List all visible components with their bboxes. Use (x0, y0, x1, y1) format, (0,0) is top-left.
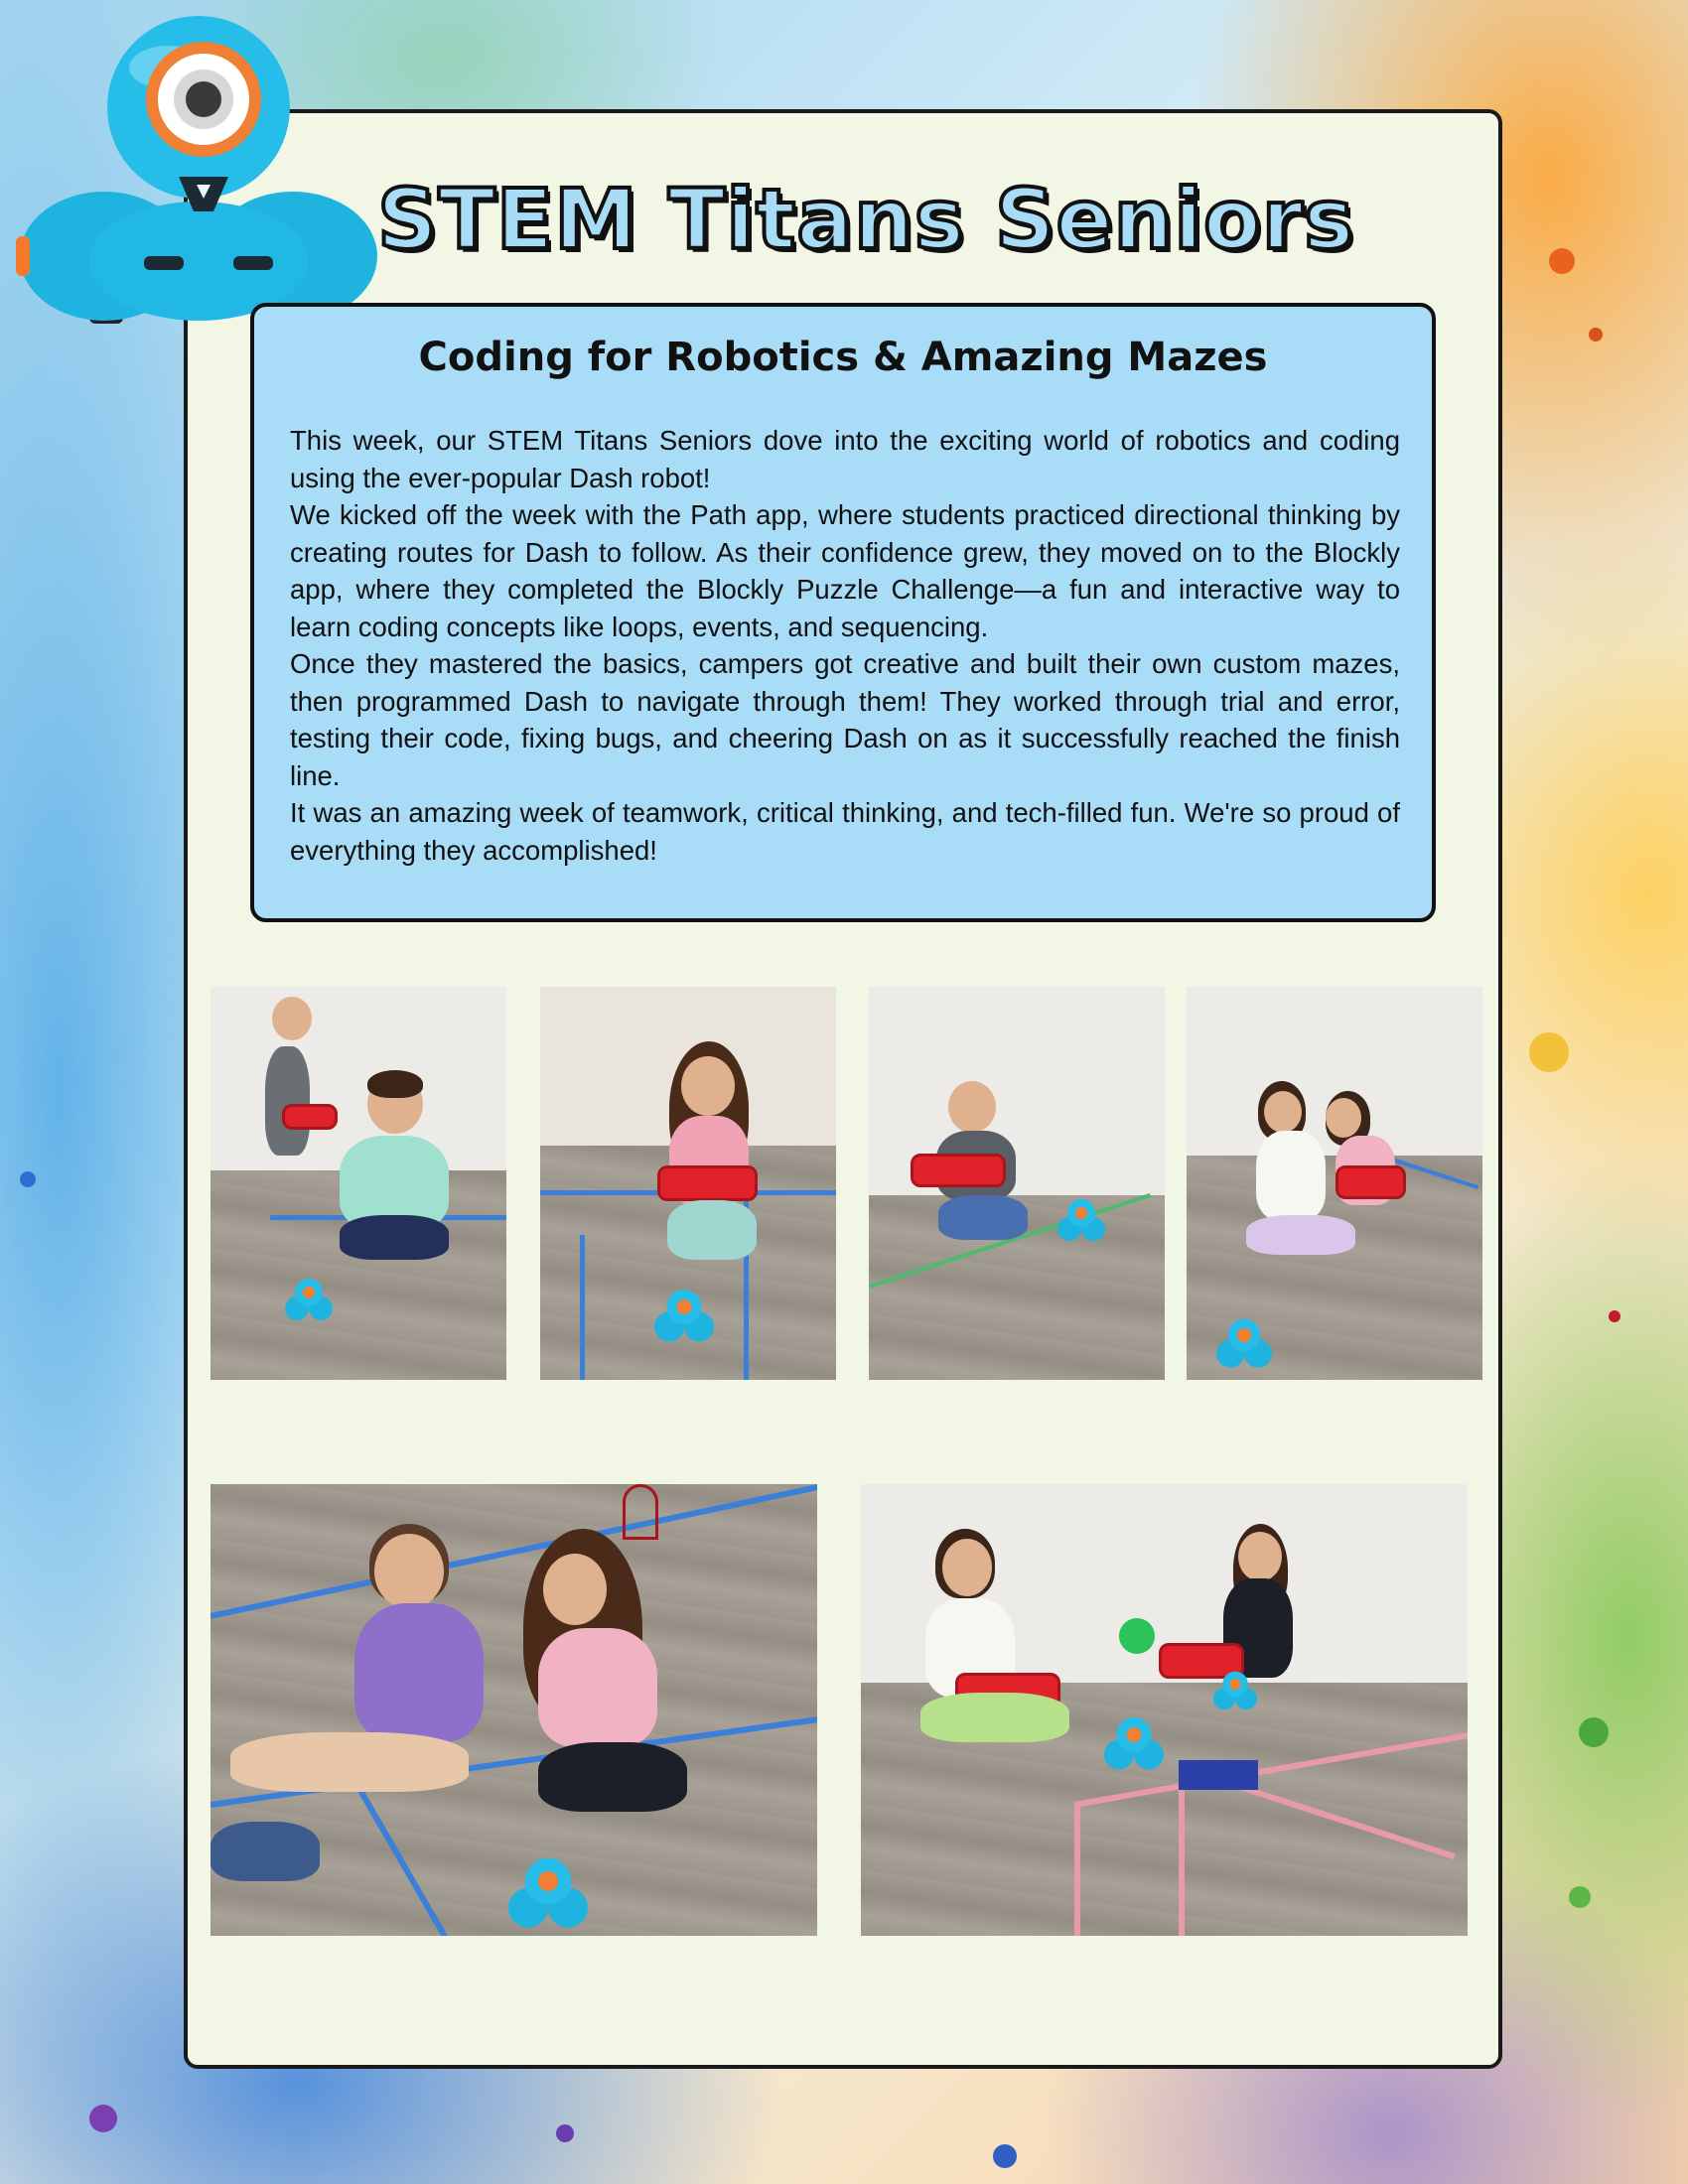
page-title: STEM Titans Seniors (377, 171, 1355, 268)
photo-boys-crouching (211, 987, 506, 1380)
dash-robot-icon (10, 8, 377, 336)
article-body (290, 422, 1400, 869)
paint-splatter (1579, 1717, 1609, 1747)
photo-maze (861, 1484, 1468, 1936)
paint-splatter (1549, 248, 1575, 274)
paint-splatter (556, 2124, 574, 2142)
paint-splatter (1569, 1886, 1591, 1908)
article-paragraph: It was an amazing week of teamwork, critical thinking, and tech-filled fun. We're so proud of everything they accomplished! (290, 797, 1400, 866)
photo-two-girls (1187, 987, 1482, 1380)
article-paragraph: This week, our STEM Titans Seniors dove into the exciting world of robotics and coding using the ever-popular Dash robot! (290, 425, 1400, 493)
paint-splatter (1529, 1032, 1569, 1072)
article-heading: Coding for Robotics & Amazing Mazes (418, 335, 1268, 380)
paint-splatter (1609, 1310, 1620, 1322)
photo-girls-sitting (211, 1484, 817, 1936)
paint-splatter (993, 2144, 1017, 2168)
photo-boy-kneeling (869, 987, 1165, 1380)
article-paragraph: We kicked off the week with the Path app, where students practiced directional thinking by creating routes for Dash to follow. As their confidence grew, they moved on to the Blockly app, where they completed the Blockly Puzzle Challenge—a fun and interactive way to learn coding concepts like loops, events, and sequencing. (290, 499, 1400, 642)
article-paragraph: Once they mastered the basics, campers got creative and built their own custom mazes, then programmed Dash to navigate through them! They worked through trial and error, testing their code, fixing bugs, and cheering Dash on as it successfully reached the finish line. (290, 648, 1400, 791)
paint-splatter (1589, 328, 1603, 341)
paint-splatter (89, 2105, 117, 2132)
photo-girl-with-tablet (540, 987, 836, 1380)
article-panel (250, 303, 1436, 922)
paint-splatter (20, 1171, 36, 1187)
